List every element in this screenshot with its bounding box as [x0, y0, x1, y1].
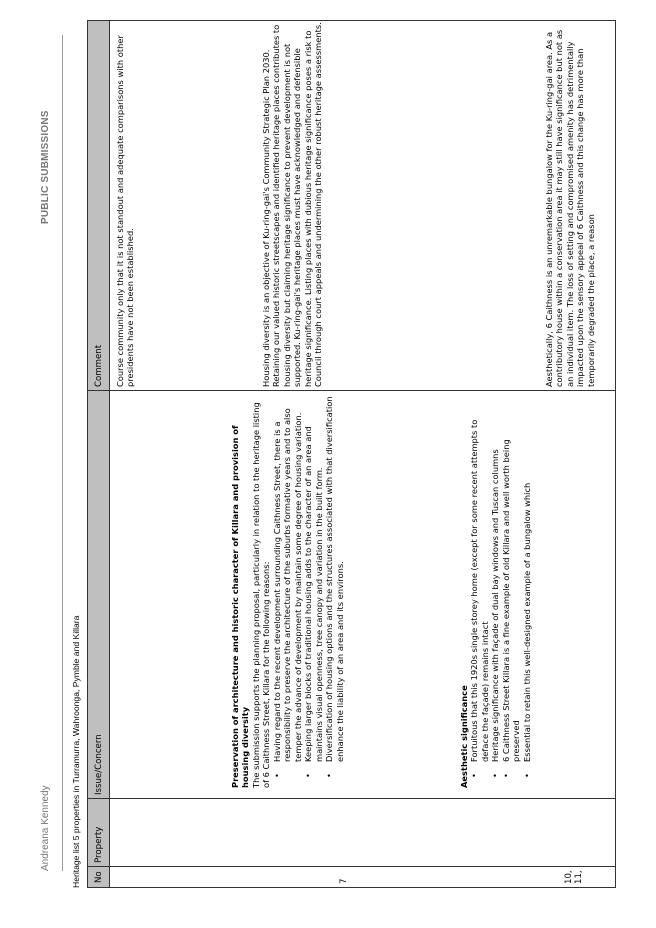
row-number: 10, 11, — [564, 870, 585, 884]
issue-heading: Preservation of architecture and historic character of Killara and provision of housing diversity — [230, 425, 251, 788]
comment-cell-row-7: Housing diversity is an objective of Ku-ring-gai's Community Strategic Plan 2030. Retaining our valued historic streetscapes and identified heritage places contributes to housing diversity but claiming heritage significance to prevent development is not supported. Ku-ring-gai's heritage places must have acknowledged and defensible heritage significance. Listing places with dubious heritage significance poses a risk to Council through court appeals and undermining the other robust heritage assessments. — [261, 22, 324, 387]
issue-bullet: • 6 Caithness Street Killara is a fine example of old Killara and well worth being preserved — [501, 396, 522, 788]
issue-bullet: • Fortuitous that this 1920s single storey home (except for some recent attempts to deface the façade) remains intact — [469, 396, 490, 788]
col-header-issue: Issue/Concern — [94, 734, 104, 795]
comment-top: Course community only that it is not standout and adequate comparisons with other presidents have not been established. — [115, 35, 136, 387]
issue-bullet: • Having regard to the recent development surrounding Caithness Street, there is a responsibility to preserve the architecture of the suburbs formative years and to also temper the advance of development by maintain some degree of housing variation. — [272, 396, 303, 788]
author-name: Andreana Kennedy — [40, 785, 51, 871]
col-header-property: Property — [94, 826, 104, 863]
issue-bullet-list — [272, 396, 345, 788]
col-header-comment: Comment — [94, 344, 104, 387]
issue-bullet: • Essential to retain this well-designed example of a bungalow which — [522, 396, 532, 788]
column-divider — [88, 866, 615, 867]
comment-cell-row-10: Aesthetically, 6 Caithness is an unremarkable bungalow for the Ku-ring-gai area. As a contributory house within a conservation area it may still have significance but not as an individual item. The loss of setting and compromised amenity has detrimentally impacted upon the sensory appeal of 6 Caithness and this change has more than temporarily degraded the place, a reason — [544, 29, 596, 387]
col-header-no: No — [94, 871, 104, 883]
issue-bullet: • Diversification of housing options and the structures associated with that diversification enhance the liability of an area and its environs. — [324, 396, 345, 788]
section-title: PUBLIC SUBMISSIONS — [40, 110, 51, 224]
issue-intro: The submission supports the planning proposal, particularly in relation to the heritage listing of 6 Caithness Street, Killara for the following reasons: — [250, 402, 272, 788]
column-divider — [88, 390, 615, 391]
issue-heading: Aesthetic significance — [459, 685, 469, 788]
issue-cell-row-10 — [459, 396, 532, 788]
issue-bullet-list — [469, 396, 532, 788]
footnote: Heritage list 5 properties in Turramurra, Wahroonga, Pymble and Killara — [71, 615, 81, 888]
issue-bullet: • Keeping larger blocks of traditional housing adds to the character of an area and maintains visual openness, tree canopy and variation in the built form. — [303, 396, 324, 788]
table-header — [88, 21, 110, 887]
submissions-table — [87, 20, 616, 888]
issue-cell-row-7 — [230, 396, 345, 788]
row-number: 7 — [339, 878, 349, 884]
column-divider — [88, 798, 615, 799]
header-rule — [62, 35, 63, 871]
issue-bullet: • Heritage significance with façade of dual bay windows and Tuscan columns — [490, 396, 500, 788]
